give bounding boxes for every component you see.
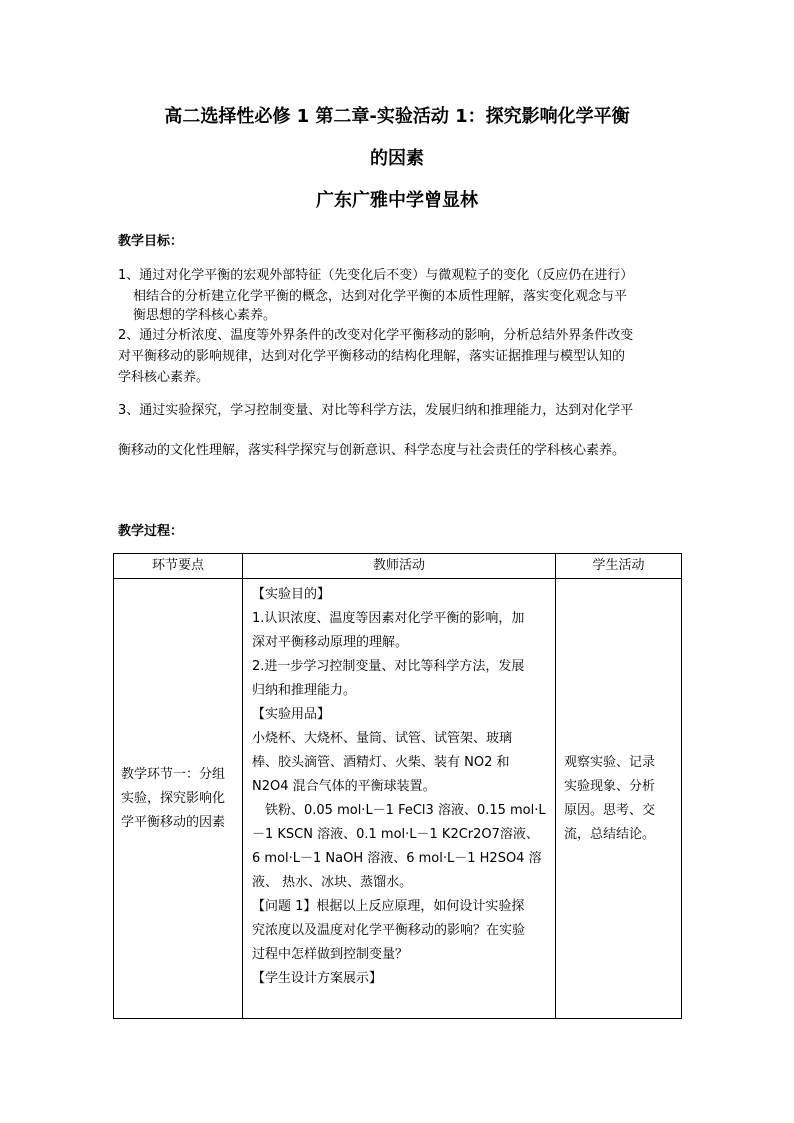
header-teacher-activity: 教师活动 (243, 554, 556, 579)
objective-line: 衡移动的文化性理解，落实科学探究与创新意识、科学态度与社会责任的学科核心素养。 (118, 443, 626, 458)
table-row (114, 579, 682, 1019)
objective-line: 3、通过实验探究，学习控制变量、对比等科学方法，发展归纳和推理能力，达到对化学平 (118, 403, 634, 418)
table-header-row (114, 554, 682, 579)
document-title-line-2: 的因素 (370, 148, 424, 169)
objective-line: 衡思想的学科核心素养。 (133, 308, 277, 323)
stage-line: 教学环节一：分组 (121, 766, 226, 782)
teacher-line: 过程中怎样做到控制变量？ (252, 947, 409, 962)
teacher-line: 归纳和推理能力。 (252, 683, 357, 698)
teacher-line: 深对平衡移动原理的理解。 (252, 635, 409, 650)
objective-line: 2、通过分析浓度、温度等外界条件的改变对化学平衡移动的影响，分析总结外界条件改变 (118, 328, 634, 343)
header-stage: 环节要点 (114, 554, 243, 579)
objectives-heading: 教学目标： (118, 234, 184, 249)
teacher-line: 【实验目的】 (252, 587, 331, 602)
teacher-activity-cell (243, 579, 556, 1019)
teacher-line: 铁粉、0.05 mol·L－1 FeCl3 溶液、0.15 mol·L (252, 803, 546, 818)
teacher-line: －1 KSCN 溶液、0.1 mol·L－1 K2Cr2O7溶液、 (252, 827, 539, 842)
teacher-line: 2.进一步学习控制变量、对比等科学方法，发展 (252, 659, 525, 674)
objective-line: 1、通过对化学平衡的宏观外部特征（先变化后不变）与微观粒子的变化（反应仍在进行） (118, 268, 634, 283)
teacher-line: 6 mol·L－1 NaOH 溶液、6 mol·L－1 H2SO4 溶 (252, 851, 542, 866)
stage-line: 实验，探究影响化 (121, 790, 226, 806)
document-author: 广东广雅中学曾显林 (316, 190, 478, 211)
teaching-process-table (113, 553, 682, 1019)
teacher-line: 液、 热水、冰块、蒸馏水。 (252, 875, 413, 890)
student-line: 实验现象、分析 (564, 778, 656, 794)
process-heading: 教学过程： (118, 524, 184, 539)
teacher-line: N2O4 混合气体的平衡球装置。 (252, 779, 436, 794)
student-activity-cell (556, 579, 682, 1019)
teacher-line: 究浓度以及温度对化学平衡移动的影响？在实验 (252, 923, 526, 938)
objective-line: 学科核心素养。 (118, 370, 210, 385)
objective-line: 对平衡移动的影响规律，达到对化学平衡移动的结构化理解，落实证据推理与模型认知的 (118, 349, 626, 364)
teacher-line: 【学生设计方案展示】 (252, 971, 383, 986)
header-student-activity: 学生活动 (556, 554, 682, 579)
objective-line: 相结合的分析建立化学平衡的概念，达到对化学平衡的本质性理解，落实变化观念与平 (133, 289, 628, 304)
teacher-line: 棒、胶头滴管、酒精灯、火柴、装有 NO2 和 (252, 755, 510, 770)
stage-line: 学平衡移动的因素 (121, 814, 226, 830)
document-title-line-1: 高二选择性必修 1 第二章-实验活动 1：探究影响化学平衡 (164, 106, 630, 127)
teacher-line: 小烧杯、大烧杯、量筒、试管、试管架、玻璃 (252, 731, 513, 746)
student-line: 观察实验、记录 (564, 754, 656, 770)
student-line: 流，总结结论。 (564, 826, 656, 842)
stage-cell (114, 579, 243, 1019)
teacher-line: 【实验用品】 (252, 707, 331, 722)
teacher-line: 【问题 1】根据以上反应原理，如何设计实验探 (252, 899, 525, 914)
teacher-line: 1.认识浓度、温度等因素对化学平衡的影响，加 (252, 611, 525, 626)
student-line: 原因。思考、交 (564, 802, 656, 818)
